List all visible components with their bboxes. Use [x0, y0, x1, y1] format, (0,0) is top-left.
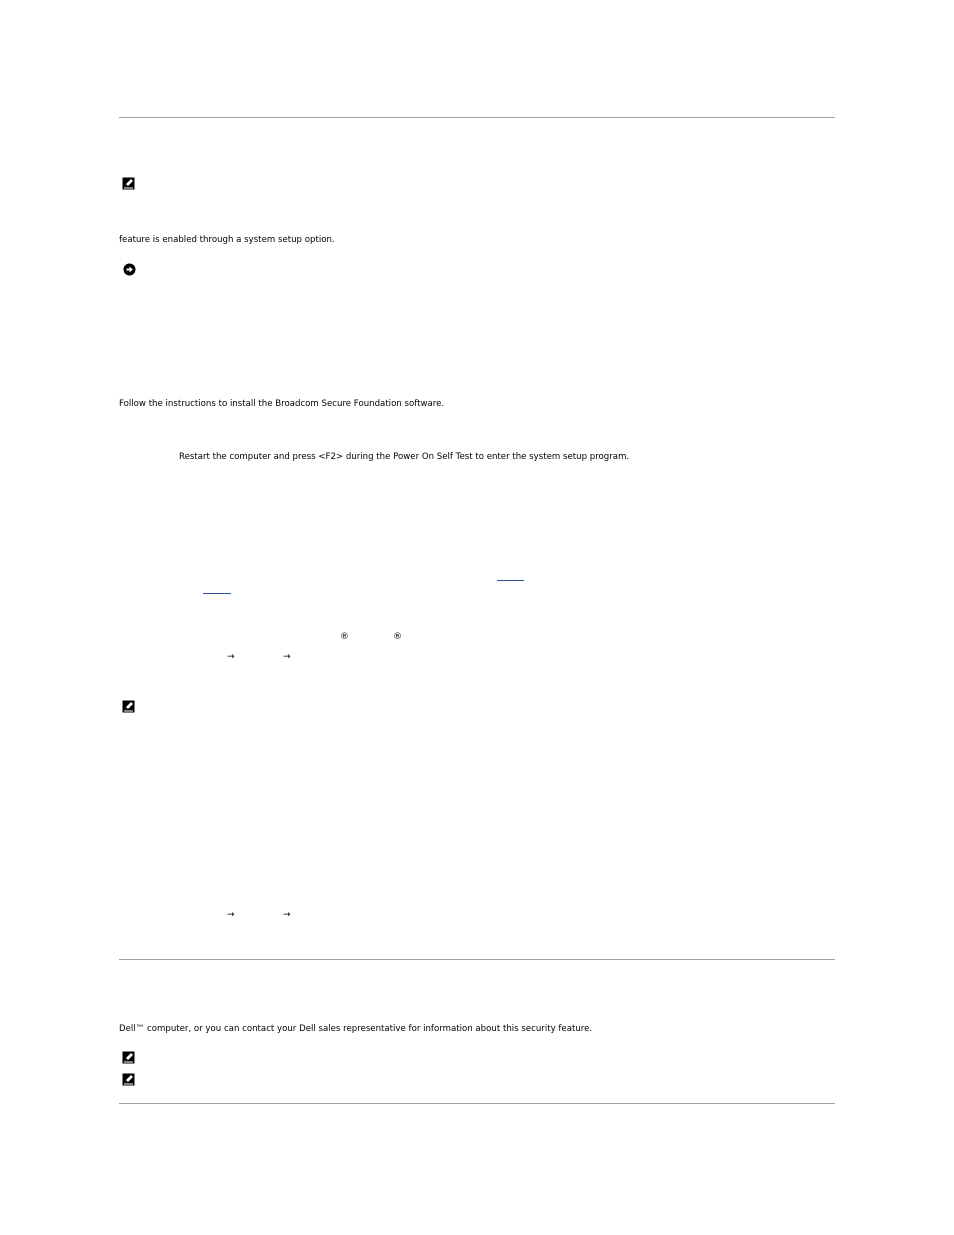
restart-step-text: Restart the computer and press <F2> during the Power On Self Test to enter the system setup program. — [179, 452, 630, 462]
cross-reference-link[interactable] — [497, 569, 524, 581]
note-icon — [122, 1073, 135, 1086]
follow-instructions-text: Follow the instructions to install the Broadcom Secure Foundation software. — [119, 399, 445, 409]
section-divider — [119, 117, 835, 118]
note-icon — [122, 177, 135, 190]
registered-mark: ® — [340, 632, 349, 642]
note-icon — [122, 700, 135, 713]
menu-arrow: → — [227, 910, 235, 920]
menu-arrow: → — [227, 652, 235, 662]
cross-reference-link[interactable] — [203, 582, 231, 594]
feature-enabled-text: feature is enabled through a system setup option. — [119, 235, 335, 245]
notice-icon — [123, 263, 136, 276]
registered-mark: ® — [393, 632, 402, 642]
note-icon — [122, 1051, 135, 1064]
menu-arrow: → — [283, 652, 291, 662]
section-divider — [119, 959, 835, 960]
dell-contact-text: Dell™ computer, or you can contact your Dell sales representative for information about this security feature. — [119, 1024, 593, 1034]
menu-arrow: → — [283, 910, 291, 920]
section-divider — [119, 1103, 835, 1104]
